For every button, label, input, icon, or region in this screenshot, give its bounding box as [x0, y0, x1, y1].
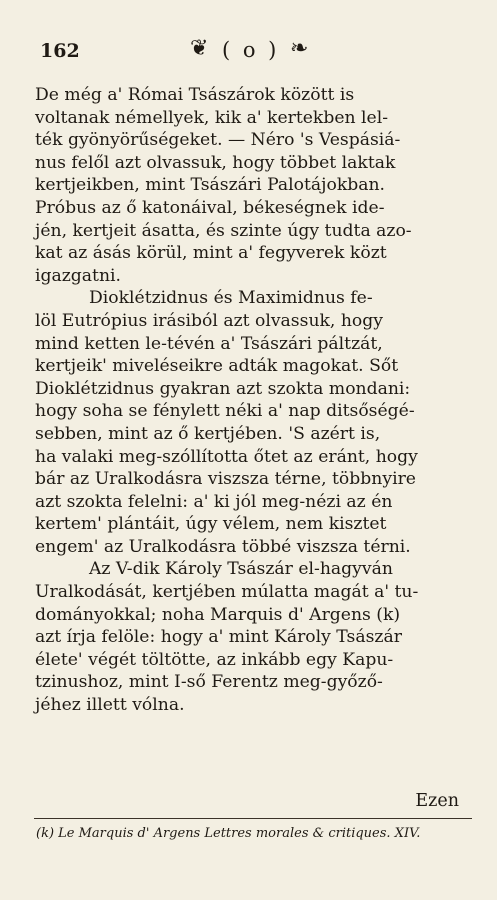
header-ornament-paren: ( o ): [222, 38, 280, 62]
text-line: nus felől azt olvassuk, hogy többet laktak: [35, 152, 396, 173]
text-line: De még a' Római Tsászárok között is: [35, 85, 355, 105]
text-line: kat az ásás körül, mint a' fegyverek közt: [35, 243, 387, 264]
text-line: sebben, mint az ő kertjében. 'S azért is,: [35, 423, 381, 444]
text-line: engem' az Uralkodásra többé viszsza térni.: [35, 536, 411, 557]
text-line: Próbus az ő katonáival, békeségnek ide-: [35, 197, 385, 218]
text-line: dományokkal; noha Marquis d' Argens (k): [35, 604, 401, 625]
text-line: ték gyönyörűségeket. — Néro 's Vespásiá-: [35, 130, 401, 151]
catchword: Ezen: [415, 791, 459, 811]
text-line: hogy soha se fénylett néki a' nap ditsőségé-: [35, 401, 415, 422]
text-line: löl Eutrópius irásiból azt olvassuk, hogy: [35, 310, 383, 331]
text-line: jéhez illett vólna.: [35, 695, 185, 716]
text-line: kertjeik' miveléseikre adták magokat. Sőt: [35, 356, 399, 377]
text-line: ha valaki meg-szóllította őtet az eránt, hogy: [35, 446, 418, 467]
text-line: élete' végét töltötte, az inkább egy Kapu-: [35, 649, 394, 670]
text-line: Uralkodását, kertjében múlatta magát a' tu-: [35, 582, 419, 603]
text-line: Az V-dik Károly Tsászár el-hagyván: [89, 559, 393, 580]
text-line: voltanak némellyek, kik a' kertekben lel-: [35, 107, 389, 128]
text-line: kertem' plántáit, úgy vélem, nem kisztet: [35, 514, 387, 535]
ornament-fleuron-right-icon: ❧: [290, 36, 309, 61]
footnote: (k) Le Marquis d' Argens Lettres morales & critiques. XIV.: [36, 826, 421, 841]
text-line: Dioklétzidnus és Maximidnus fe-: [89, 288, 373, 309]
text-line: kertjeikben, mint Tsászári Palotájokban.: [35, 175, 386, 196]
body-text: [35, 84, 475, 717]
page-number: 162: [40, 40, 80, 62]
text-line: mind ketten le-tévén a' Tsászári páltzát,: [35, 333, 383, 354]
text-line: igazgatni.: [35, 265, 121, 286]
footnote-divider: [34, 818, 472, 819]
text-line: azt szokta felelni: a' ki jól meg-nézi az én: [35, 491, 393, 512]
ornament-fleuron-left-icon: ❦: [190, 36, 209, 61]
text-line: tzinushoz, mint I-ső Ferentz meg-győző-: [35, 672, 383, 693]
text-line: bár az Uralkodásra viszsza térne, többnyire: [35, 469, 416, 490]
text-line: jén, kertjeit ásatta, és szinte úgy tudta azo-: [35, 220, 412, 241]
text-line: Dioklétzidnus gyakran azt szokta mondani:: [35, 378, 411, 399]
text-line: azt írja felöle: hogy a' mint Károly Tsászár: [35, 627, 402, 648]
page-header: [0, 34, 497, 74]
